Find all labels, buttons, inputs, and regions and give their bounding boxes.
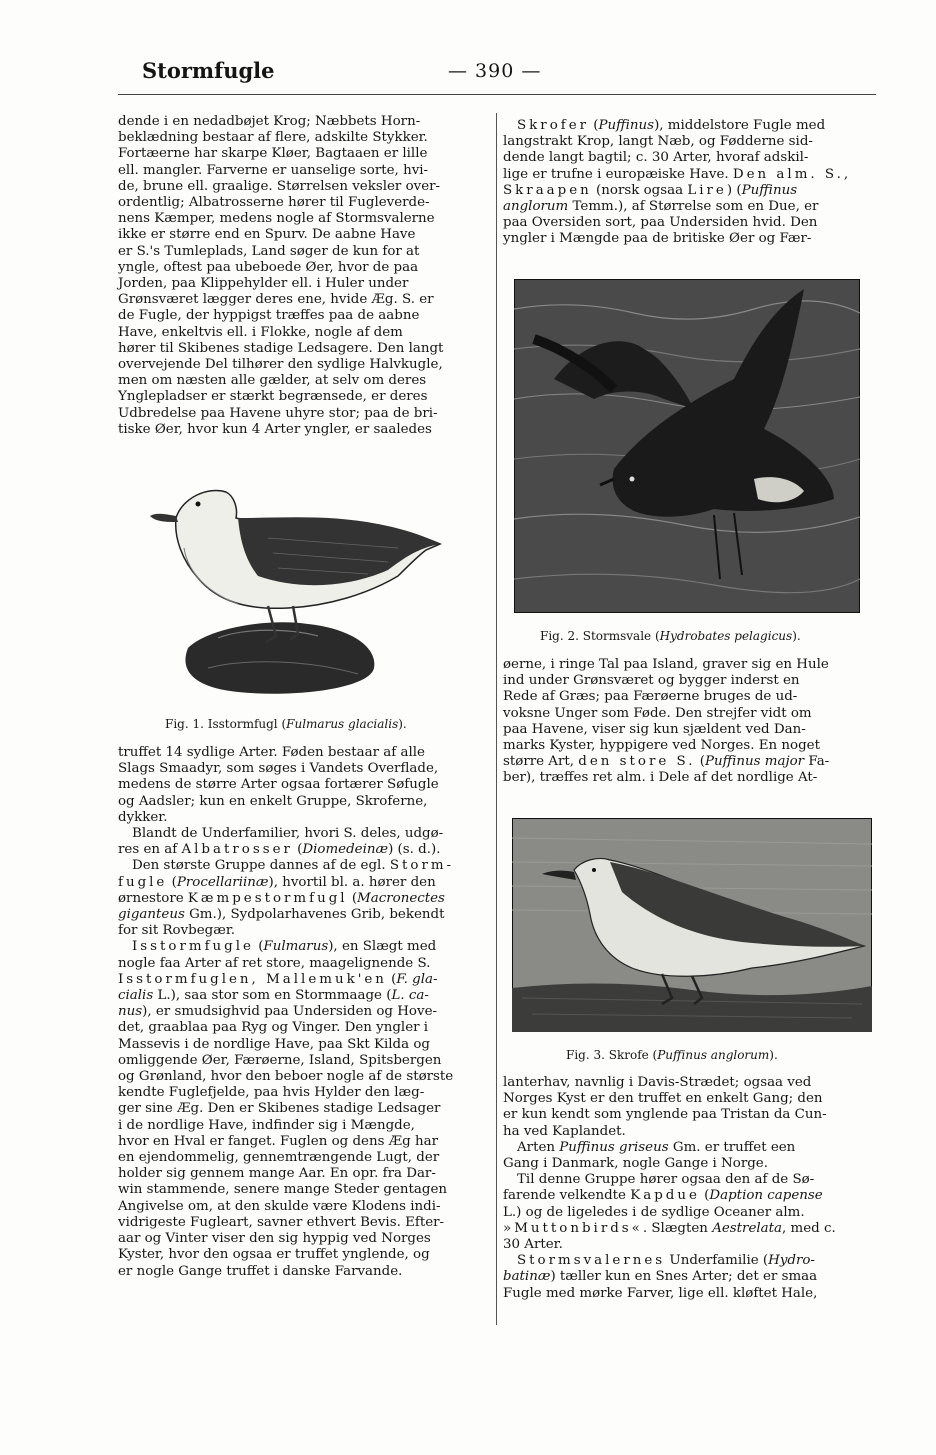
caption-end: ).	[398, 717, 407, 731]
text-line: farende velkendte Kapdue (Daption capense	[503, 1188, 823, 1204]
text-line: Rede af Græs; paa Færøerne bruges de ud-	[503, 689, 798, 705]
column-rule	[496, 113, 497, 1325]
text-line: aar og Vinter viser den sig hyppig ved Norges	[118, 1231, 431, 1247]
text-line: Angivelse om, at den skulde være Klodens indi-	[118, 1198, 441, 1214]
spaced-term: Stormsvalernes	[517, 1253, 666, 1269]
text-line: paa Havene, viser sig kun sjældent ved Dan-	[503, 721, 806, 737]
text-run: res en af	[118, 842, 182, 858]
text-line: nens Kæmper, medens nogle af Stormsvalerne	[118, 211, 435, 227]
text-line	[503, 183, 875, 199]
text-line: ber), træffes ret alm. i Dele af det nordlige At-	[503, 770, 818, 786]
text-line: beklædning bestaar af flere, adskilte Stykker.	[118, 130, 428, 146]
text-line: voksne Unger som Føde. Den strejfer vidt om	[503, 705, 812, 721]
text-line: yngler i Mængde paa de britiske Øer og Fær-	[503, 231, 812, 247]
text-line: Blandt de Underfamilier, hvori S. deles, udgø-	[132, 826, 444, 842]
text-run: ), middelstore Fugle med	[654, 118, 826, 133]
spaced-term: Albatrosser	[181, 842, 293, 858]
text-line: dende langt bagtil; c. 30 Arter, hvoraf adskil-	[503, 150, 809, 166]
caption-end: ).	[769, 1048, 778, 1062]
text-line: ørnestore Kæmpestormfugl (Macronectes	[118, 890, 445, 906]
spaced-term: den store S.	[578, 754, 696, 770]
text-run: ) tæller kun en Snes Arter; det er smaa	[550, 1269, 818, 1285]
caption-label: Fig. 1. Isstormfugl (	[165, 717, 287, 731]
text-run: Temm.), af Størrelse som en Due, er	[568, 199, 819, 215]
scientific-name: Procellariinæ	[176, 874, 269, 890]
text-line: Massevis i de nordlige Have, paa Skt Kilda og	[118, 1036, 431, 1052]
text-line: for sit Rovbegær.	[118, 923, 236, 939]
scientific-name: F. gla-	[396, 971, 438, 987]
text-line: ha ved Kaplandet.	[503, 1123, 626, 1139]
text-line: og Grønland, hvor den beboer nogle af de største	[118, 1069, 454, 1085]
text-line	[503, 167, 875, 183]
spaced-term: Kapdue	[630, 1188, 700, 1204]
text-line: langstrakt Krop, langt Næb, og Fødderne sid-	[503, 134, 813, 150]
text-line: omliggende Øer, Færøerne, Island, Spitsbergen	[118, 1052, 442, 1068]
spaced-term: »Muttonbirds«	[503, 1220, 643, 1236]
text-line	[118, 988, 490, 1004]
caption-label: Fig. 2. Stormsvale (	[540, 629, 660, 643]
text-run: Gm.), Sydpolarhavenes Grib, bekendt	[184, 907, 445, 923]
spaced-term: Skrofer	[517, 118, 590, 133]
col2-bottom-text	[503, 1075, 875, 1302]
text-line: i de nordlige Have, indfinder sig i Mængde,	[118, 1117, 415, 1133]
scientific-name: Puffinus griseus	[559, 1139, 669, 1155]
text-line: hvor en Hval er fanget. Fuglen og dens Æg har	[118, 1133, 438, 1149]
text-line: ind under Grønsværet og bygger inderst en	[503, 673, 800, 689]
scientific-name: nus	[118, 1004, 143, 1020]
text-line: res en af Albatrosser (Diomedeinæ) (s. d.).	[118, 842, 441, 858]
caption-end: ).	[792, 629, 801, 643]
text-run: ), hvortil bl. a. hører den	[268, 874, 436, 890]
text-line: dende i en nedadbøjet Krog; Næbbets Horn-	[118, 114, 421, 129]
scientific-name: Diomedeinæ	[302, 842, 389, 858]
spaced-term: Isstormfugle	[132, 939, 254, 955]
text-line: ger sine Æg. Den er Skibenes stadige Ledsager	[118, 1101, 441, 1117]
text-line: det, graablaa paa Ryg og Vinger. Den yngler i	[118, 1020, 429, 1036]
text-line: er nogle Gange truffet i danske Farvande.	[118, 1263, 403, 1279]
text-run: ) (s. d.).	[388, 842, 441, 858]
text-line: en ejendommelig, gennemtrængende Lugt, der	[118, 1150, 440, 1166]
text-line: er S.'s Tumleplads, Land søger de kun for at	[118, 243, 420, 259]
text-line: Kyster, hvor den ogsaa er truffet ynglende, og	[118, 1247, 430, 1263]
text-line: medens de større Arter ogsaa fortærer Søfugle	[118, 777, 439, 793]
text-line: overvejende Del tilhører den sydlige Halvkugle,	[118, 357, 443, 373]
text-line	[503, 1269, 875, 1285]
text-line: Have, enkeltvis ell. i Flokke, nogle af dem	[118, 324, 403, 340]
header-rule	[118, 94, 876, 95]
text-line	[118, 1004, 490, 1020]
fig3-caption	[566, 1048, 778, 1062]
text-line: Skrofer (Puffinus), middelstore Fugle med	[517, 118, 826, 133]
caption-scientific-name: Fulmarus glacialis	[286, 717, 399, 731]
text-line: win stammende, senere mange Steder gentagen	[118, 1182, 448, 1198]
text-line: Fugle med mørke Farver, lige ell. kløftet Hale,	[503, 1285, 818, 1301]
text-run: Gm. er truffet een	[668, 1139, 796, 1155]
col2-middle-text	[503, 657, 875, 787]
fig3-shearwater-illustration	[512, 818, 872, 1032]
scientific-name: batinæ	[503, 1269, 551, 1285]
text-line: Udbredelse paa Havene uhyre stor; paa de bri-	[118, 405, 438, 421]
text-run: . Slægten	[642, 1220, 713, 1236]
text-line: hører til Skibenes stadige Ledsagere. Den langt	[118, 340, 444, 356]
text-line: 30 Arter.	[503, 1237, 563, 1253]
caption-scientific-name: Puffinus anglorum	[657, 1048, 770, 1062]
text-run: , med c.	[782, 1220, 836, 1236]
text-line: holder sig gennem mange Aar. En opr. fra Dar-	[118, 1166, 436, 1182]
text-line: dykker.	[118, 809, 168, 825]
text-line: lanterhav, navnlig i Davis-Strædet; ogsaa ved	[503, 1075, 812, 1090]
col1-body-text	[118, 745, 490, 1280]
running-head: Stormfugle	[142, 58, 275, 83]
spaced-term: Kæmpestormfugl	[187, 890, 348, 906]
text-line: Grønsværet lægger deres ene, hvide Æg. S. er	[118, 292, 434, 308]
text-run: Arten	[517, 1139, 560, 1155]
text-line: er kun kendt som ynglende paa Tristan da Cun-	[503, 1107, 827, 1123]
spaced-term: Storm-	[389, 858, 455, 874]
col2-intro-text	[503, 118, 875, 248]
text-line: Norges Kyst er den truffet en enkelt Gang; den	[503, 1091, 823, 1107]
caption-label: Fig. 3. Skrofe (	[566, 1048, 658, 1062]
text-line	[503, 1140, 875, 1156]
text-line: L.) og de ligeledes i de sydlige Oceaner alm.	[503, 1204, 805, 1220]
text-line: kendte Fuglefjelde, paa hvis Hylder den læg-	[118, 1085, 425, 1101]
scientific-name: cialis	[118, 988, 154, 1004]
text-run: L.), saa stor som en Stormmaage (	[153, 988, 392, 1004]
scientific-name: Fulmarus	[263, 939, 329, 955]
text-line: ell. mangler. Farverne er uanselige sorte, hvi-	[118, 162, 429, 178]
text-run: Fa-	[804, 754, 830, 770]
fig2-caption	[540, 629, 801, 643]
text-run: Den største Gruppe dannes af de egl.	[132, 858, 390, 874]
text-line: Isstormfuglen, Mallemuk'en (F. gla-	[118, 971, 438, 987]
scientific-name: Hydro-	[768, 1253, 815, 1269]
text-run: Underfamilie (	[665, 1253, 769, 1269]
text-line: Slags Smaadyr, som søges i Vandets Overflade,	[118, 761, 439, 777]
text-line: ordentlig; Albatrosserne hører til Fugleverde-	[118, 195, 430, 211]
text-line: marks Kyster, hyppigere ved Norges. En noget	[503, 738, 820, 754]
text-line: de, brune ell. graalige. Størrelsen veksler over-	[118, 178, 441, 194]
text-line	[503, 1253, 875, 1269]
text-line: tiske Øer, hvor kun 4 Arter yngler, er saaledes	[118, 421, 432, 437]
spaced-term: fugle	[118, 874, 168, 890]
scientific-name: Puffinus major	[704, 754, 805, 770]
scientific-name: Daption capense	[709, 1188, 823, 1204]
text-line: de Fugle, der hyppigst træffes paa de aabne	[118, 308, 420, 324]
text-run: større Art,	[503, 754, 579, 770]
text-line: Jorden, paa Klippehylder ell. i Huler under	[118, 276, 409, 292]
text-line: Til denne Gruppe hører ogsaa den af de Sø-	[517, 1172, 815, 1188]
text-line: fugle (Procellariinæ), hvortil bl. a. hører den	[118, 874, 436, 890]
spaced-term: Isstormfuglen, Mallemuk'en	[118, 971, 387, 987]
fig1-caption	[165, 717, 407, 731]
caption-scientific-name: Hydrobates pelagicus	[659, 629, 793, 643]
scientific-name: Puffinus	[598, 118, 655, 133]
text-line: yngle, oftest paa ubeboede Øer, hvor de paa	[118, 259, 419, 275]
spaced-term: Den alm. S.,	[732, 166, 852, 182]
text-line	[503, 1221, 875, 1237]
text-run: (norsk ogsaa	[591, 182, 688, 198]
text-run: lige er trufne i europæiske Have.	[503, 166, 733, 182]
text-line: Fortæerne har skarpe Kløer, Bagtaaen er lille	[118, 146, 428, 162]
text-run: farende velkendte	[503, 1188, 631, 1204]
text-run: ) (	[726, 182, 742, 198]
text-line	[118, 858, 490, 874]
text-line	[503, 199, 875, 215]
text-line: Isstormfugle (Fulmarus), en Slægt med	[132, 939, 437, 955]
text-line: truffet 14 sydlige Arter. Føden bestaar af alle	[118, 745, 425, 760]
col1-intro-text	[118, 114, 490, 438]
text-line: større Art, den store S. (Puffinus major Fa-	[503, 754, 830, 770]
scientific-name: Puffinus	[741, 182, 798, 198]
text-line: Ynglepladser er stærkt begrænsede, er deres	[118, 389, 428, 405]
text-line: øerne, i ringe Tal paa Island, graver sig en Hule	[503, 657, 829, 672]
scientific-name: Macronectes	[357, 890, 445, 906]
text-line	[118, 907, 490, 923]
page-number: — 390 —	[448, 60, 542, 82]
text-line: Gang i Danmark, nogle Gange i Norge.	[503, 1156, 768, 1172]
spaced-term: Skraapen	[503, 182, 592, 198]
scientific-name: L. ca-	[391, 988, 429, 1004]
text-line: men om næsten alle gælder, at selv om deres	[118, 373, 427, 389]
scientific-name: Aestrelata	[712, 1220, 783, 1236]
fig1-fulmar-illustration	[148, 478, 468, 708]
text-line: paa Oversiden sort, paa Undersiden hvid. Den	[503, 215, 818, 231]
scientific-name: anglorum	[503, 199, 569, 215]
scientific-name: giganteus	[118, 907, 185, 923]
text-run: ørnestore	[118, 890, 188, 906]
spaced-term: Lire	[687, 182, 727, 198]
text-run: ), en Slægt med	[328, 939, 437, 955]
text-run: ), er smudsighvid paa Undersiden og Hove-	[142, 1004, 438, 1020]
text-line: og Aadsler; kun en enkelt Gruppe, Skroferne,	[118, 793, 428, 809]
fig2-storm-petrel-illustration	[514, 279, 860, 613]
text-line: ikke er større end en Spurv. De aabne Have	[118, 227, 416, 243]
text-line: vidrigeste Fugleart, savner ethvert Bevis. Efter-	[118, 1214, 445, 1230]
text-line: nogle faa Arter af ret store, maagelignende S.	[118, 955, 431, 971]
